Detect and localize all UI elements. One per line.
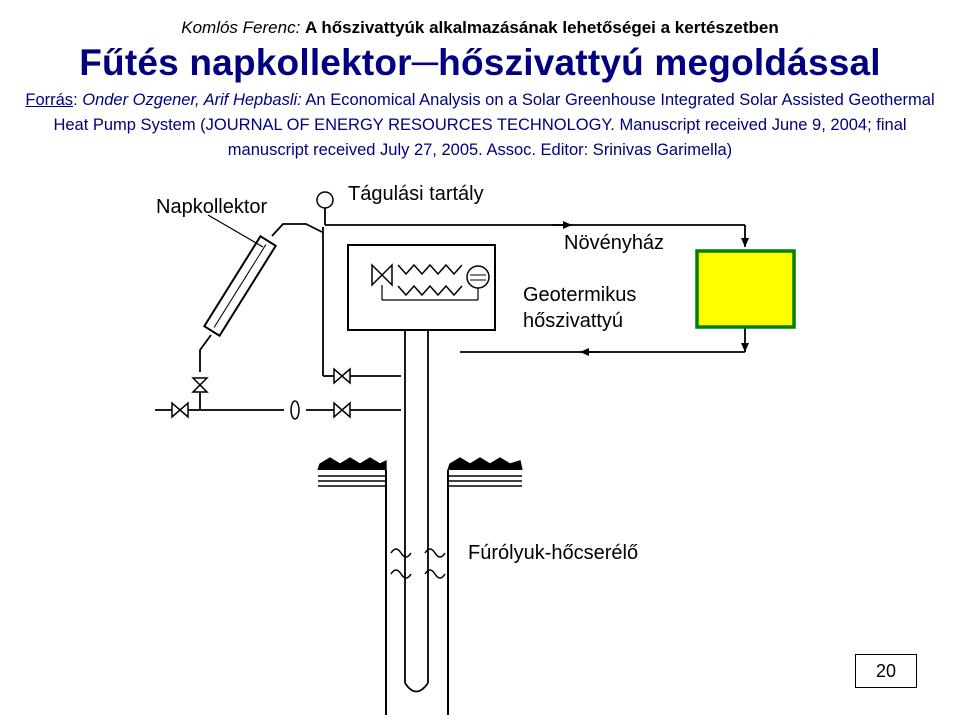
greenhouse-box bbox=[697, 251, 794, 327]
valve-icon bbox=[193, 378, 207, 392]
source-text: An Economical Analysis on a Solar Greenhouse Integrated Solar Assisted Geothermal Heat Pump System (JOURNAL OF ENERGY RESOURCES TECHNOLOGY. Manuscript received June 9, 2004; final manuscript received July 27, 2005. Assoc. Editor: Srinivas Garimella) bbox=[53, 91, 935, 159]
compressor-icon bbox=[467, 266, 489, 288]
supply-piping bbox=[155, 227, 401, 419]
source-authors: Onder Ozgener, Arif Hepbasli: bbox=[82, 91, 302, 109]
label-heat-pump-1: Geotermikus bbox=[523, 284, 637, 306]
label-borehole: Fúrólyuk-hőcserélő bbox=[468, 542, 639, 564]
label-collector: Napkollektor bbox=[156, 196, 268, 218]
pump-icon bbox=[291, 401, 299, 419]
source-citation: Forrás: Onder Ozgener, Arif Hepbasli: An Economical Analysis on a Solar Greenhouse Integrated Solar Assisted Geothermal Heat Pump System (JOURNAL OF ENERGY RESOURCES TECHNOLOGY. Manuscript received June 9, 2004; final manuscript received July 27, 2005. Assoc. Editor: Srinivas Garimella) bbox=[25, 91, 935, 159]
expansion-tank bbox=[317, 192, 333, 225]
borehole-exchanger bbox=[386, 462, 448, 715]
valve-icon bbox=[172, 403, 188, 417]
slide-title: Fűtés napkollektor─hőszivattyú megoldással bbox=[79, 42, 881, 83]
valve-icon bbox=[334, 369, 350, 383]
ground-surface bbox=[318, 458, 522, 486]
page-number: 20 bbox=[855, 654, 917, 688]
collector-leader-line bbox=[208, 215, 263, 247]
header-subject: A hőszivattyúk alkalmazásának lehetőségei a kertészetben bbox=[305, 18, 779, 37]
label-expansion-tank: Tágulási tartály bbox=[348, 183, 484, 205]
valve-icon bbox=[334, 403, 350, 417]
label-greenhouse: Növényház bbox=[564, 232, 665, 254]
label-heat-pump-2: hőszivattyú bbox=[523, 310, 624, 332]
source-label: Forrás bbox=[25, 91, 74, 109]
heat-pump-unit bbox=[348, 245, 495, 462]
solar-collector bbox=[193, 215, 322, 410]
header-author: Komlós Ferenc: bbox=[181, 18, 301, 37]
